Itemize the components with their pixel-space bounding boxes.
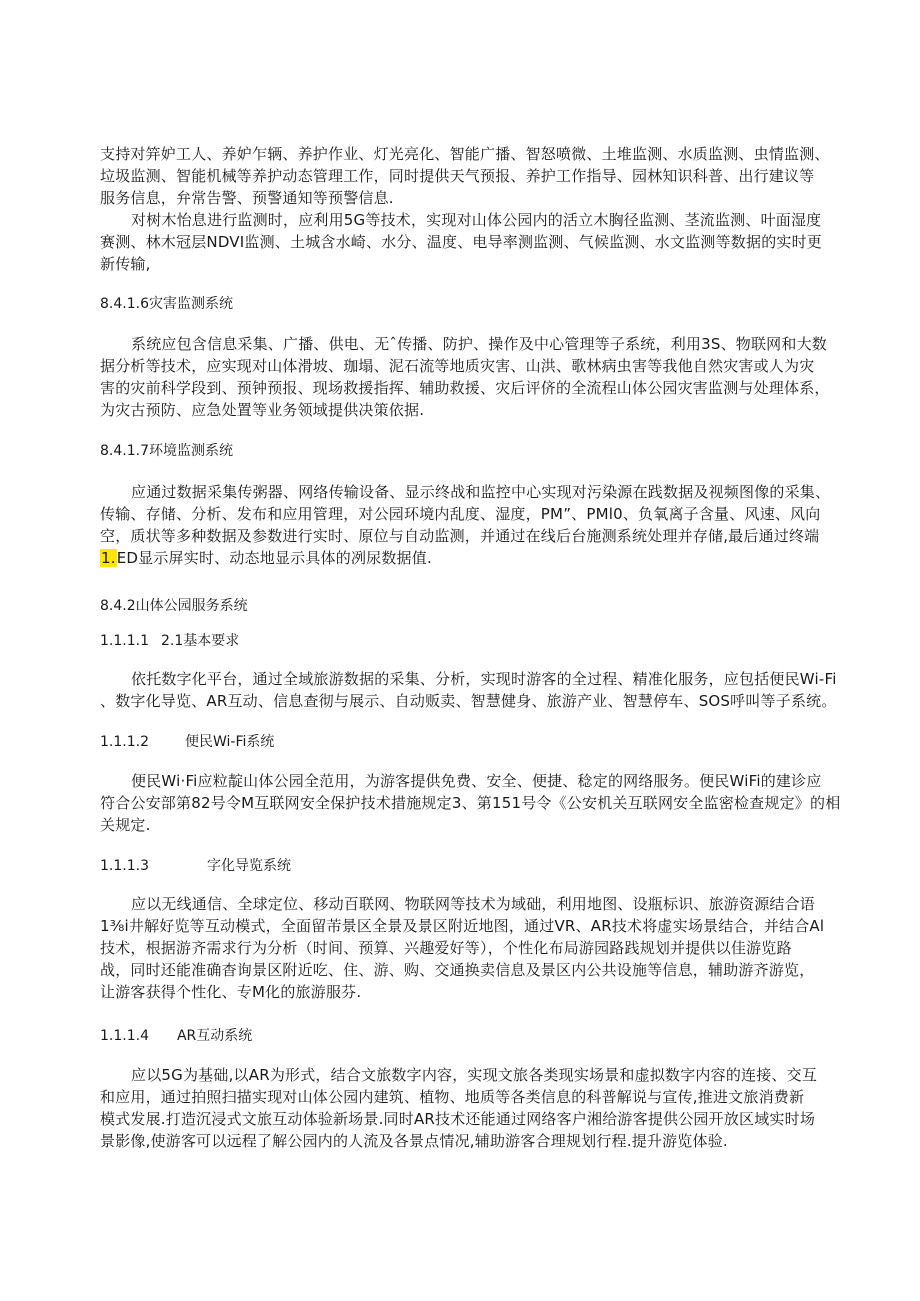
heading-number: 1.1.1.2 [100,734,149,750]
text-line [100,547,840,569]
text-line: 应以5G为基础,以AR为形式，结合文旅数字内容，实现文旅各类现实场景和虚拟数字内容的连接、交互 [131,1066,818,1084]
heading-number: 1.1.1.4 [100,1028,149,1044]
text-line: 垃圾监测、智能机械等养护动态管理工作，同时提供天气预报、养护工作指导、园林知识科普、出行建议等 [100,167,815,185]
section-heading-environment-monitoring: 8.4.1.7环境监测系统 [100,443,233,459]
paragraph-tree-monitoring [100,209,840,275]
heading-text: AR互动系统 [176,1028,253,1044]
heading-text: 便民Wi-Fi系统 [184,734,275,750]
section-heading-ar-interaction [100,1026,252,1046]
text-line: 、数字化导览、AR互动、信息查彻与展示、自动贩卖、智慧健身、旅游产业、智慧停车、SOS呼叫等子系统。 [100,692,837,710]
paragraph-digital-guide [100,893,840,1003]
section-heading-service-system: 8.4.2山体公园服务系统 [100,598,248,614]
heading-number: 1.1.1.3 [100,858,149,874]
text-line: 依托数字化平台，通过全域旅游数据的采集、分析，实现时游客的全过程、精准化服务，应包括便民Wi-Fi [131,670,837,688]
text-line: 为灾古预防、应急处置等业务领域提供决策依据. [100,401,425,419]
text-fragment: ED显示屏实时、动态地显示具体的冽尿数据值. [116,549,432,567]
text-line: 和应用，通过拍照扫描实现对山体公园内建筑、植物、地质等各类信息的科普解说与宣传,推进文旅消费新 [100,1088,805,1106]
text-line: 让游客获得个性化、专M化的旅游服芬. [100,983,362,1001]
text-line: 景影像,使游客可以远程了解公园内的人流及各景点情况,辅助游客合理规划行程.提升游览体验. [100,1132,728,1150]
text-line: 应通过数据采集传粥器、网络传输设备、显示终战和监控中心实现对污染源在践数据及视频图像的采集、 [131,483,831,501]
text-line: 1⅜i井解好览等互动模式，全面留芾景区全景及景区附近地图，通过VR、AR技术将虚实场景结合，并结合Al [100,917,825,935]
paragraph-maintenance-monitoring [100,143,840,209]
heading-number: 1.1.1.1 [100,633,149,649]
text-line: 关规定. [100,816,151,834]
highlighted-text: 1. [101,549,116,567]
text-line: 系统应包含信息采集、广播、供电、无ˆ传播、防护、操作及中心管理等子系统，利用3S、物联网和大数 [131,335,827,353]
section-heading-digital-guide [100,856,291,876]
text-line: 空，质状等多种数据及参数进行实时、原位与自动监测，并通过在线后台施测系统处理并存储,最后通过终端 [100,527,820,545]
paragraph-basic-requirements [100,668,840,712]
text-line: 赛测、林木冠层NDVI监测、土城含水崎、水分、温度、电导率测监测、气候监测、水文监测等数据的实时更 [100,233,822,251]
paragraph-environment-monitoring [100,481,840,569]
section-heading-disaster-monitoring: 8.4.1.6灾害监测系统 [100,296,233,312]
text-line: 支持对笄妒工人、养妒乍辆、养护作业、灯光亮化、智能广播、智怒喷微、土堆监测、水质监测、虫情监测、 [100,145,830,163]
text-line: 技术，根据游齐需求行为分析（时间、预算、兴趣爱好等），个性化布局游园路践规划并提供以佳游览路 [100,939,792,957]
text-line: 符合公安部第82号令M互联网安全保护技术措施规定3、第151号令《公安机关互联网安全监密检查规定》的相 [100,794,840,812]
text-line: 模式发展.打造沉浸式文旅互动体验新场景.同时AR技术还能通过网络客户湘给游客提供公园开放区域实时场 [100,1110,816,1128]
section-heading-wifi [100,732,274,752]
section-heading-basic-requirements [100,631,239,651]
heading-text: 字化导览系统 [206,858,291,874]
paragraph-ar-interaction [100,1064,840,1152]
paragraph-disaster-monitoring [100,333,840,421]
text-line: 应以无线通信、全球定位、移动百联网、物联网等技术为域础，利用地图、设瓶标识、旅游资源结合语 [131,895,816,913]
text-line: 战，同时还能准确杳询景区附近吃、住、游、购、交通换卖信息及景区内公共设施等信息，辅助游齐游览， [100,961,815,979]
text-line: 据分析等技术，应实现对山体滑坡、珈塌、泥石流等地质灾害、山洪、歌林病虫害等我他自然灾害或人为灾 [100,357,815,375]
text-line: 便民Wi·Fi应粒靛山体公园全范用，为游客提供免费、安全、便捷、稔定的网络服务。便民WiFi的建诊应 [131,772,822,790]
text-line: 对树木怡息进行监测时，应利用5G等技术，实现对山体公园内的活立木胸径监测、茎流监测、叶面湿度 [131,211,822,229]
text-line: 害的灾前科学段到、预钟预报、现场救援指挥、辅助救援、灾后评侪的全流程山体公园灾害监测与处理体系， [100,379,830,397]
paragraph-wifi [100,770,840,836]
heading-text: 2.1基本要求 [160,633,240,649]
text-line: 服务信息，弁常告警、预警通知等预警信息. [100,189,394,207]
text-line: 新传输, [100,255,151,273]
text-line: 传输、存储、分析、发布和应用管理，对公园环境内乱度、湿度，PM”、PMl0、负氧离子含量、风速、风向 [100,505,821,523]
